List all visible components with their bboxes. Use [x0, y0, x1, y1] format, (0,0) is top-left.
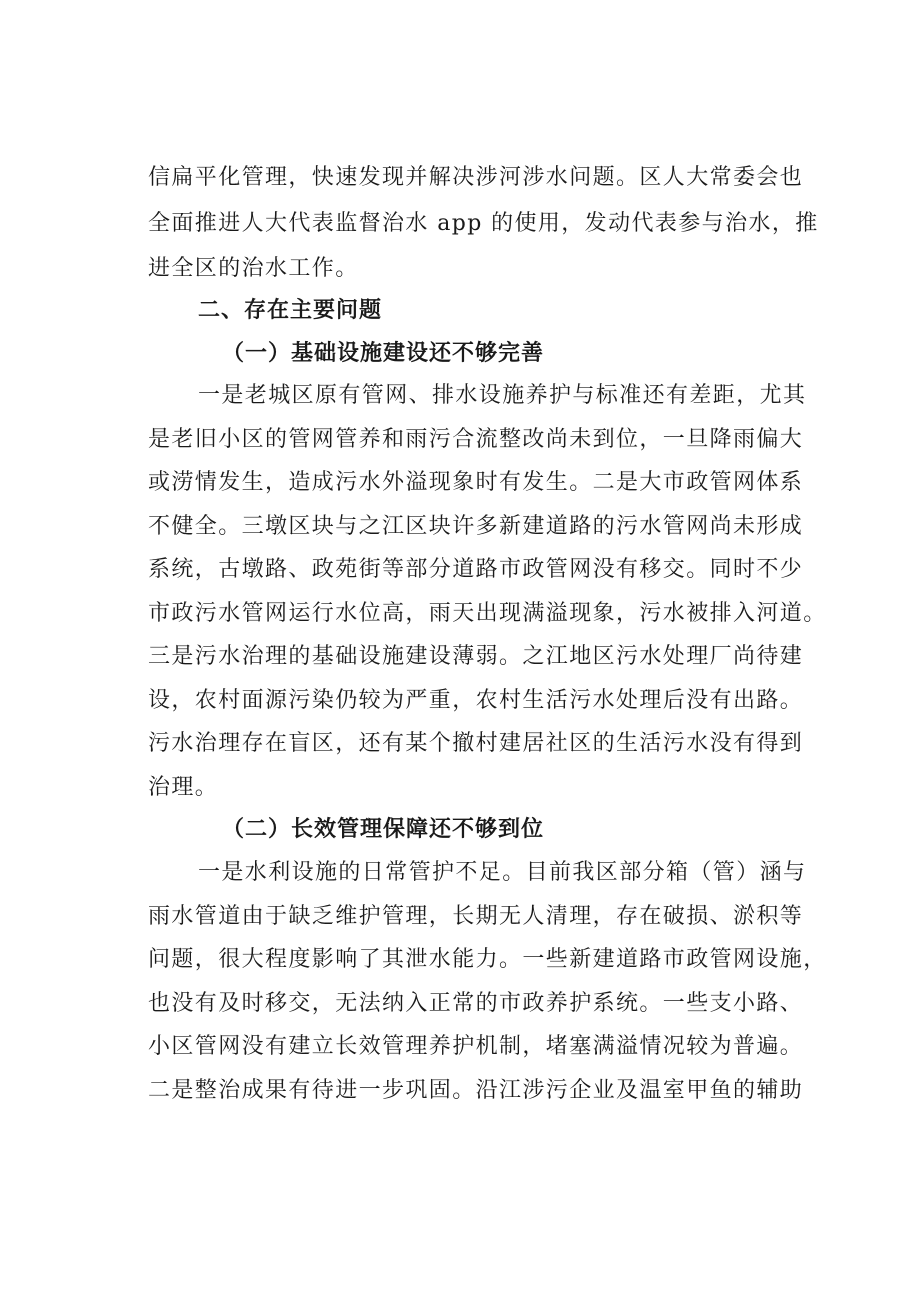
- sub2-line-3: 问题，很大程度影响了其泄水能力。一些新建道路市政管网设施，: [148, 947, 827, 972]
- intro-line-1: 信扁平化管理，快速发现并解决涉河涉水问题。区人大常委会也: [148, 165, 804, 190]
- sub1-line-1: 一是老城区原有管网、排水设施养护与标准还有差距，尤其: [198, 383, 807, 408]
- sub1-line-8: 设，农村面源污染仍较为严重，农村生活污水处理后没有出路。: [148, 688, 804, 713]
- sub1-line-6: 市政污水管网运行水位高，雨天出现满溢现象，污水被排入河道。: [148, 601, 827, 626]
- sub1-line-10: 治理。: [148, 775, 219, 800]
- sub1-line-3: 或涝情发生，造成污水外溢现象时有发生。二是大市政管网体系: [148, 470, 804, 495]
- sub2-line-2: 雨水管道由于缺乏维护管理，长期无人清理，存在破损、淤积等: [148, 904, 804, 929]
- intro-line-3: 进全区的治水工作。: [148, 256, 359, 281]
- sub1-line-9: 污水治理存在盲区，还有某个撤村建居社区的生活污水没有得到: [148, 731, 804, 756]
- sub1-line-5: 系统，古墩路、政苑街等部分道路市政管网没有移交。同时不少: [148, 557, 804, 582]
- subsection-1-heading: （一）基础设施建设还不够完善: [222, 341, 545, 366]
- sub2-line-4: 也没有及时移交，无法纳入正常的市政养护系统。一些支小路、: [148, 991, 804, 1016]
- sub2-line-5: 小区管网没有建立长效管理养护机制，堵塞满溢情况较为普遍。: [148, 1034, 804, 1059]
- sub1-line-7: 三是污水治理的基础设施建设薄弱。之江地区污水处理厂尚待建: [148, 644, 804, 669]
- intro-line-2: 全面推进人大代表监督治水 app 的使用，发动代表参与治水，推: [148, 211, 819, 236]
- sub1-line-4: 不健全。三墩区块与之江区块许多新建道路的污水管网尚未形成: [148, 514, 804, 539]
- section-heading: 二、存在主要问题: [198, 298, 383, 323]
- subsection-2-heading: （二）长效管理保障还不够到位: [222, 817, 545, 842]
- sub2-line-1: 一是水利设施的日常管护不足。目前我区部分箱（管）涵与: [198, 860, 807, 885]
- sub2-line-6: 二是整治成果有待进一步巩固。沿江涉污企业及温室甲鱼的辅助: [148, 1078, 804, 1103]
- sub1-line-2: 是老旧小区的管网管养和雨污合流整改尚未到位，一旦降雨偏大: [148, 427, 804, 452]
